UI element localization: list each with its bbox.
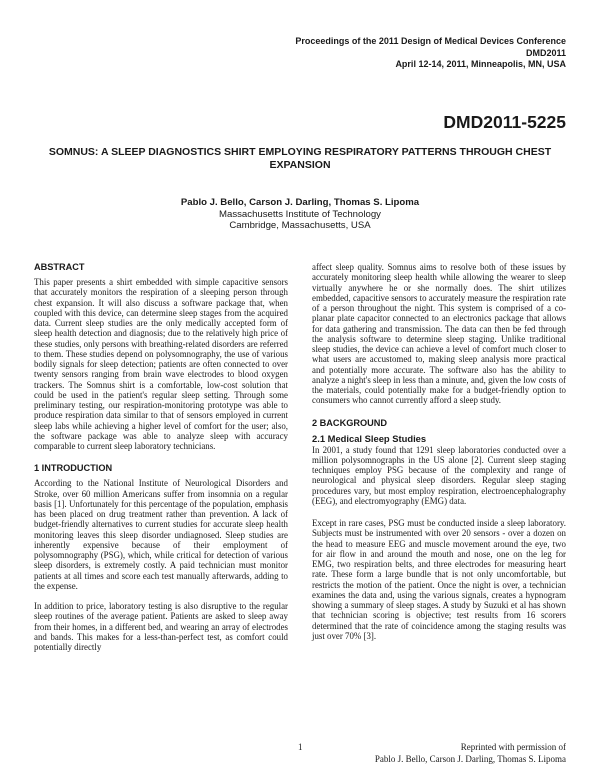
- left-column: [34, 262, 288, 652]
- introduction-continued: affect sleep quality. Somnus aims to resolve both of these issues by accurately monitoring sleep health while allowing the wearer to sleep virtually anywhere he or she normally does. The shirt utilizes embedded, capacitive sensors to accurately measure the respiration rate of a person throughout the night. This system is comprised of a co-planar plate capacitor connected to an electronics package that allows for data gathering and transmission. The data can then be fed through the analysis software to determine sleep staging. Unlike traditional sleep studies, the device can achieve a level of comfort much closer to what users are accustomed to, making sleep analysis more practical and potentially more accurate. The software also has the ability to analyze a night's sleep in less than a minute, and, given the low costs of the materials, could potentially make for a budget-friendly option to consumers who cannot currently afford a sleep study.: [312, 262, 566, 406]
- author-location: Cambridge, Massachusetts, USA: [229, 220, 371, 231]
- right-column: [312, 262, 566, 641]
- subsection-heading: 2.1 Medical Sleep Studies: [312, 432, 427, 444]
- author-affiliation: Massachusetts Institute of Technology: [219, 208, 381, 220]
- introduction-paragraph-1: According to the National Institute of Neurological Disorders and Stroke, over 60 million Americans suffer from insomnia on a regular basis [1]. Unfortunately for this percentage of the population, emphasis has been placed on drug treatment rather than prevention. A lack of budget-friendly alternatives to current studies for accurate sleep health monitoring leaves this sleep disorder undiagnosed. Sleep studies are inherently expensive because of their employment of polysomnography (PSG), which, while critical for detection of various sleep disorders, is extremely costly. A paid technician must monitor patients at all times and score each test manually afterwards, adding to the expense.: [34, 478, 288, 591]
- paper-id: DMD2011-5225: [443, 112, 566, 132]
- page-number: 1: [298, 742, 303, 752]
- author-names: Pablo J. Bello, Carson J. Darling, Thomas S. Lipoma: [180, 197, 420, 208]
- paper-title: SOMNUS: A SLEEP DIAGNOSTICS SHIRT EMPLOYING RESPIRATORY PATTERNS THROUGH CHEST EXPANSION: [48, 146, 552, 171]
- conference-dates: April 12-14, 2011, Minneapolis, MN, USA: [395, 59, 566, 69]
- reprint-line-1: Reprinted with permission of: [460, 742, 566, 752]
- conference-short-name: DMD2011: [525, 47, 566, 58]
- conference-header: [295, 36, 566, 71]
- background-paragraph-1: In 2001, a study found that 1291 sleep laboratories conducted over a million polysomnographs in the US alone [2]. Current sleep staging techniques employ PSG because of the complexity and range of neurological and physical sleep disorders. Regular sleep staging procedures vary, but most employ respiration, electroencephalography (EEG), and electromyography (EMG) data.: [312, 444, 566, 506]
- reprint-notice: [375, 741, 566, 765]
- abstract-heading: ABSTRACT: [34, 262, 85, 272]
- introduction-paragraph-2: In addition to price, laboratory testing is also disruptive to the regular sleep routines of the average patient. Patients are asked to sleep away from their homes, in a different bed, and wearing an array of electrodes and bands. This makes for a less-than-perfect test, as comfort could potentially directly: [34, 601, 288, 652]
- background-heading: 2 BACKGROUND: [312, 417, 388, 428]
- abstract-text: This paper presents a shirt embedded with simple capacitive sensors that accurately monitors the respiration of a sleeping person through chest expansion. It will also discuss a software package that, when coupled with this device, can determine sleep stages from the acquired data. Current sleep studies are the only medically accepted form of sleep health detection and diagnosis; due to the relatively high price of these studies, only persons with breathing-related disorders are referred to them. These studies depend on polysomnography, the use of various bodily signals for sleep detection; patients are often connected to over twenty sensors ranging from brain wave electrodes to blood oxygen trackers. The Somnus shirt is a comfortable, low-cost solution that could be used in the patient's regular sleep setting. Through some preliminary testing, our respiration-monitoring prototype was able to produce respiration data similar to that of sensors employed in current sleep labs while achieving a higher level of comfort for the user; also, the software package was able to analyze sleep with accuracy comparable to current sleep laboratory technicians.: [34, 277, 288, 451]
- introduction-heading: 1 INTRODUCTION: [34, 463, 113, 474]
- author-block: [34, 197, 566, 232]
- reprint-line-2: Pablo J. Bello, Carson J. Darling, Thomas S. Lipoma: [374, 754, 566, 764]
- conference-name: Proceedings of the 2011 Design of Medical Devices Conference: [295, 36, 566, 46]
- background-paragraph-2: Except in rare cases, PSG must be conducted inside a sleep laboratory. Subjects must be instrumented with over 20 sensors - over a dozen on the head to measure EEG and muscle movement around the eye, two for air flow in and around the mouth and nose, one on the leg for EMG, two respiration belts, and three electrodes for measuring heart rate. These form a large bundle that is not only uncomfortable, but restricts the motion of the patient. Once the night is over, a technician examines the data and, using the various signals, creates a hypnogram showing a summary of sleep stages. A study by Suzuki et al has shown that technician scoring is objective; test results from 16 scorers determined that the rate of coincidence among the staging results was just over 70% [3].: [312, 518, 566, 641]
